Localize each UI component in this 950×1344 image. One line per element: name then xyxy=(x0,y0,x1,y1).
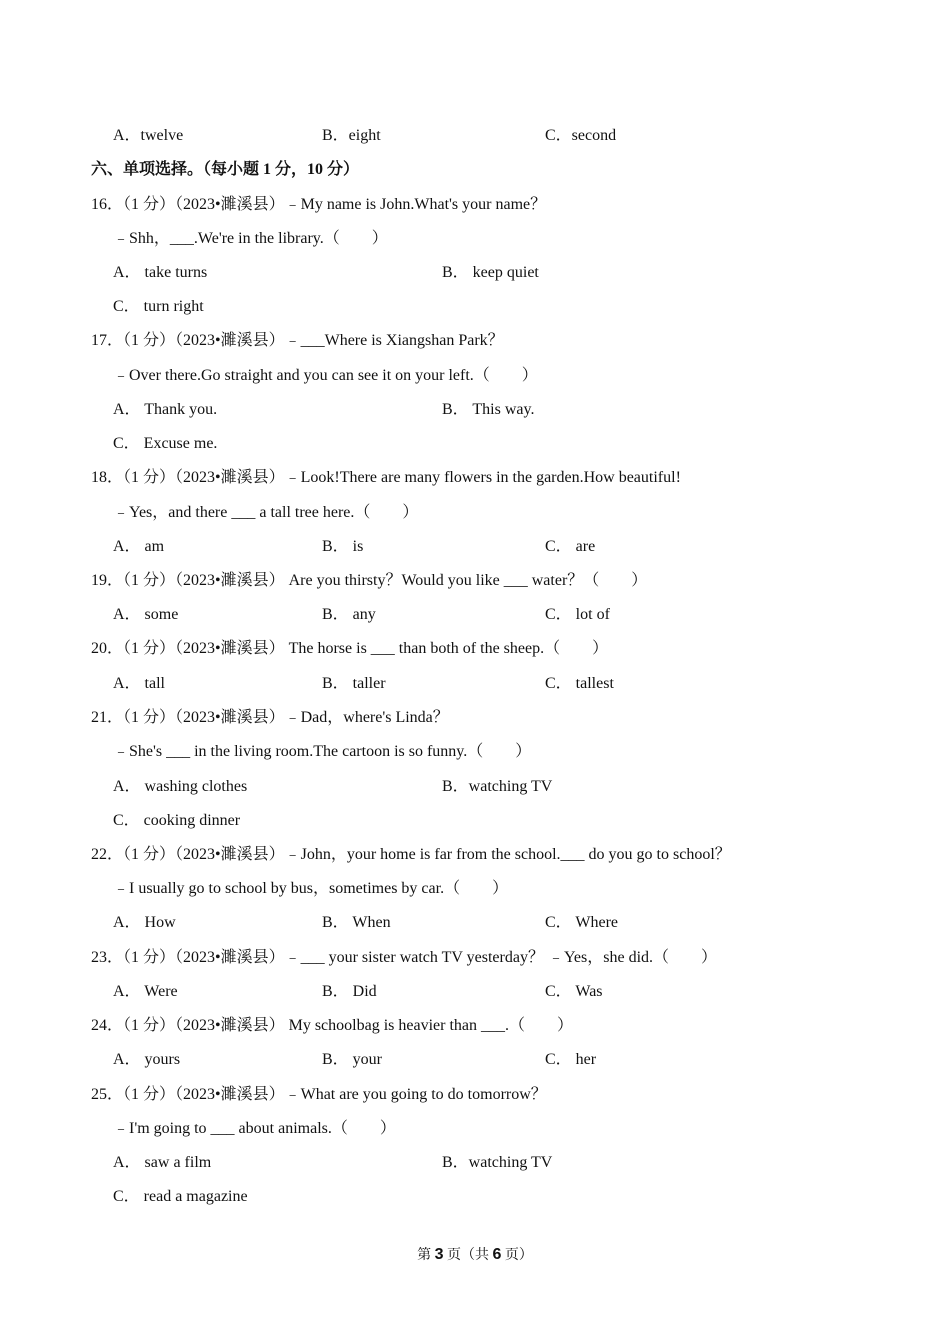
q20-option-c: C． tallest xyxy=(545,675,614,692)
q16-option-c: C． turn right xyxy=(113,298,204,315)
question-18: 18．（1 分）（2023•濉溪县）﹣Look!There are many flowers in the garden.How beautiful! xyxy=(91,469,681,486)
q21-option-c: C． cooking dinner xyxy=(113,812,241,829)
question-16-sub: ﹣Shh，___.We're in the library.（ ） xyxy=(113,230,388,247)
q17-option-a: A． Thank you. xyxy=(113,401,218,418)
q21-option-a: A． washing clothes xyxy=(113,778,248,795)
q25-option-b: B．watching TV xyxy=(442,1154,553,1171)
q23-option-b: B． Did xyxy=(322,983,377,1000)
section-title: 六、单项选择。（每小题 1 分，10 分） xyxy=(91,161,360,178)
q18-option-c: C． are xyxy=(545,538,596,555)
q24-option-b: B． your xyxy=(322,1051,383,1068)
question-20: 20．（1 分）（2023•濉溪县） The horse is ___ than both of the sheep.（ ） xyxy=(91,640,609,657)
page-footer xyxy=(0,1244,950,1264)
q22-option-b: B． When xyxy=(322,914,391,931)
q15-option-b: B．eight xyxy=(322,127,381,144)
q18-option-b: B． is xyxy=(322,538,364,555)
q15-option-a: A．twelve xyxy=(113,127,184,144)
q20-option-b: B． taller xyxy=(322,675,386,692)
question-21: 21．（1 分）（2023•濉溪县）﹣Dad，where's Linda？ xyxy=(91,709,449,726)
question-22-sub: ﹣I usually go to school by bus，sometimes by car.（ ） xyxy=(113,880,509,897)
q16-option-b: B． keep quiet xyxy=(442,264,539,281)
q21-option-b: B．watching TV xyxy=(442,778,553,795)
footer-suffix: 页） xyxy=(501,1248,533,1263)
question-22: 22．（1 分）（2023•濉溪县）﹣John，your home is far from the school.___ do you go to school？ xyxy=(91,846,731,863)
question-21-sub: ﹣She's ___ in the living room.The cartoon is so funny.（ ） xyxy=(113,743,532,760)
q17-option-c: C． Excuse me. xyxy=(113,435,218,452)
q20-option-a: A． tall xyxy=(113,675,165,692)
q25-option-c: C． read a magazine xyxy=(113,1188,248,1205)
question-25-sub: ﹣I'm going to ___ about animals.（ ） xyxy=(113,1120,396,1137)
q24-option-c: C． her xyxy=(545,1051,597,1068)
footer-prefix: 第 xyxy=(417,1248,435,1263)
q22-option-a: A． How xyxy=(113,914,176,931)
question-19: 19．（1 分）（2023•濉溪县） Are you thirsty？Would you like ___ water？（ ） xyxy=(91,572,648,589)
question-16: 16．（1 分）（2023•濉溪县）﹣My name is John.What's your name？ xyxy=(91,196,547,213)
question-18-sub: ﹣Yes，and there ___ a tall tree here.（ ） xyxy=(113,504,419,521)
question-17-sub: ﹣Over there.Go straight and you can see it on your left.（ ） xyxy=(113,367,538,384)
q25-option-a: A． saw a film xyxy=(113,1154,212,1171)
question-17: 17．（1 分）（2023•濉溪县）﹣___Where is Xiangshan Park？ xyxy=(91,332,504,349)
question-24: 24．（1 分）（2023•濉溪县） My schoolbag is heavier than ___.（ ） xyxy=(91,1017,574,1034)
question-23: 23．（1 分）（2023•濉溪县）﹣___ your sister watch TV yesterday？ ﹣Yes，she did.（ ） xyxy=(91,949,718,966)
q16-option-a: A． take turns xyxy=(113,264,208,281)
q19-option-c: C． lot of xyxy=(545,606,610,623)
q15-option-c: C．second xyxy=(545,127,617,144)
q22-option-c: C． Where xyxy=(545,914,619,931)
q19-option-b: B． any xyxy=(322,606,376,623)
q23-option-a: A． Were xyxy=(113,983,178,1000)
q24-option-a: A． yours xyxy=(113,1051,181,1068)
footer-page-number: 3 xyxy=(434,1246,444,1263)
q18-option-a: A． am xyxy=(113,538,165,555)
footer-total-pages: 6 xyxy=(492,1246,502,1263)
question-25: 25．（1 分）（2023•濉溪县）﹣What are you going to do tomorrow？ xyxy=(91,1086,547,1103)
footer-middle: 页（共 xyxy=(443,1248,493,1263)
q19-option-a: A． some xyxy=(113,606,179,623)
q17-option-b: B． This way. xyxy=(442,401,535,418)
q23-option-c: C． Was xyxy=(545,983,603,1000)
